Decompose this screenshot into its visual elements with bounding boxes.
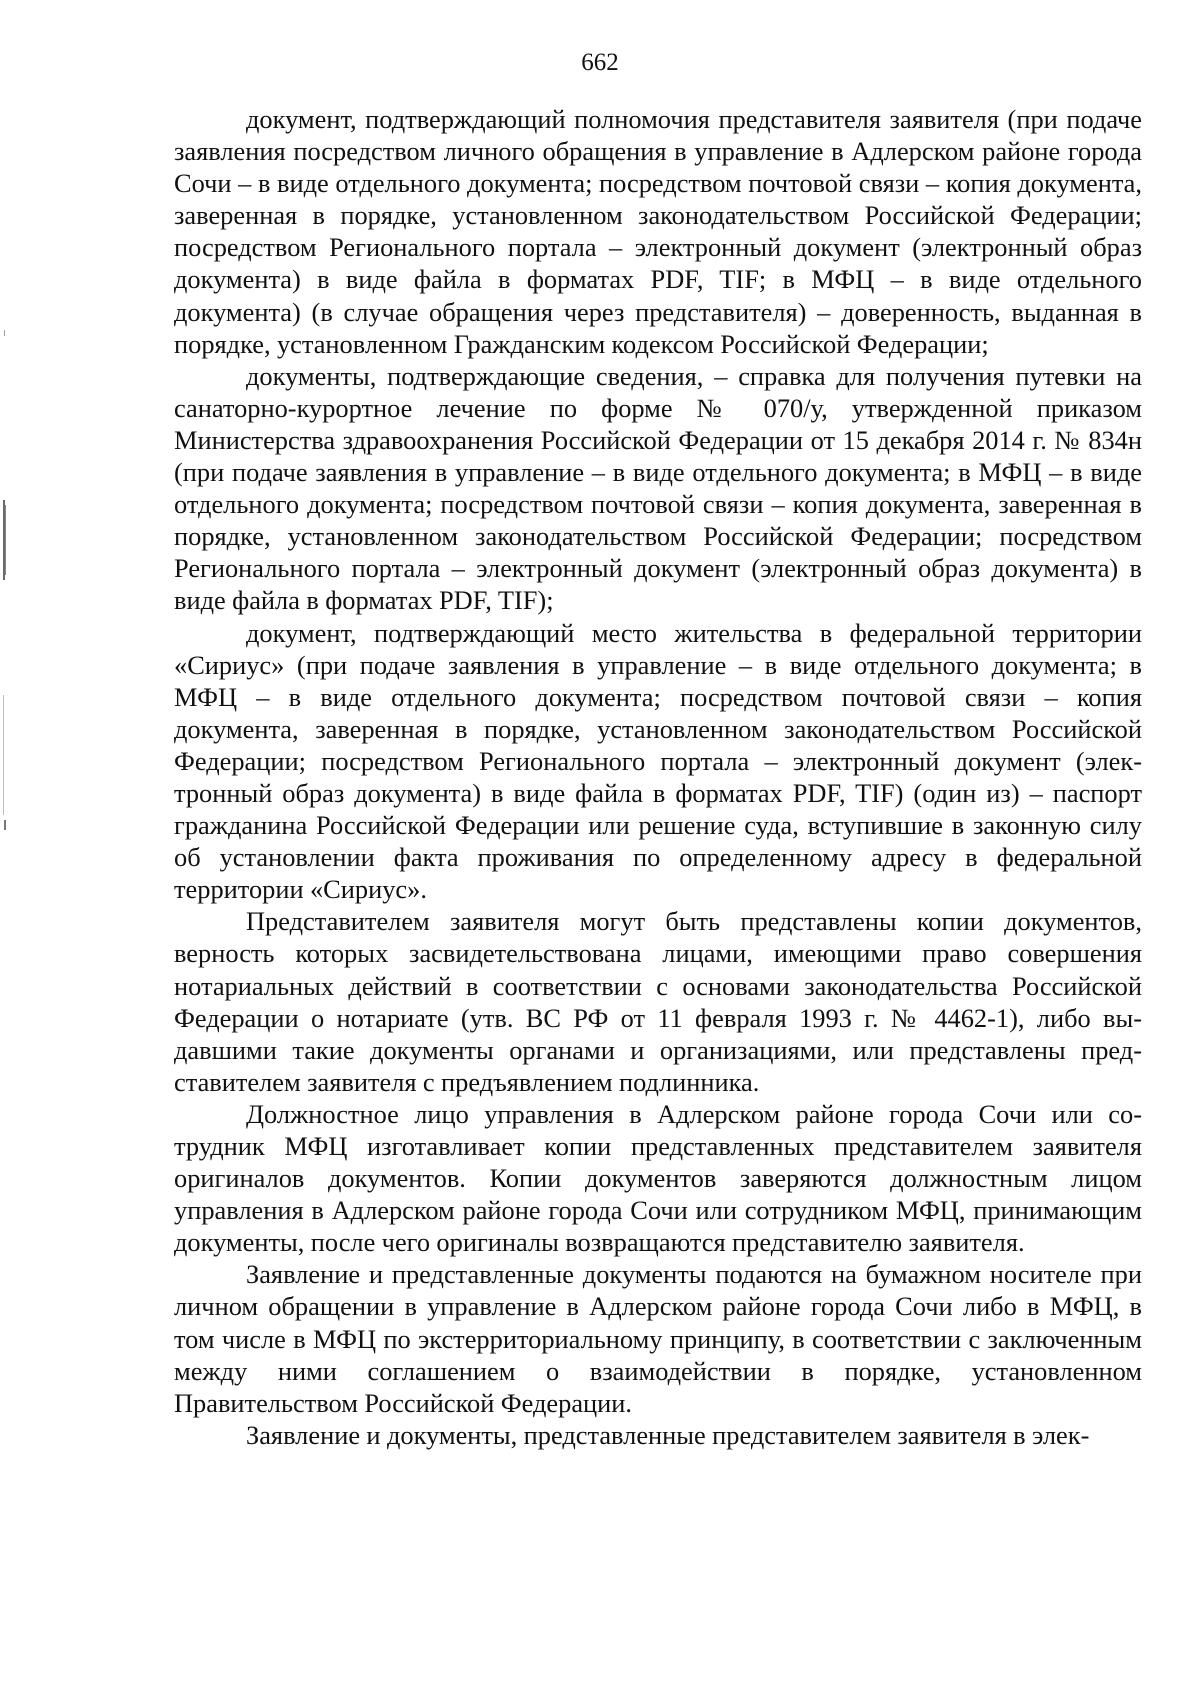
paragraph-official-copies: Должностное лицо управления в Адлерском районе города Сочи или сотрудник МФЦ изготавливает копии представленных представителем заявителя оригиналов документов. Копии документов заверяются должностным лицом управления в Адлерском районе города Сочи или сотрудником МФЦ, принимающим документы, после чего оригиналы возвращаются представителю заявителя. — [174, 1098, 1142, 1258]
paragraph-electronic-submission: Заявление и документы, представленные представителем заявителя в элек- — [246, 1419, 1090, 1450]
scan-artifact — [3, 695, 4, 815]
document-body — [174, 103, 1142, 1451]
scan-artifact — [5, 505, 6, 575]
scan-artifact — [4, 820, 6, 830]
paragraph-notarized-copies: Представителем заявителя могут быть представлены копии документов, верность которых засвидетельствована лицами, имеющими право совершения нотариальных действий в соответствии с основами законодательства Российской Федерации о нотариате (утв. ВС РФ от 11 февраля 1993 г. № 4462-1), либо выдавшими такие документы органами и организациями, или представлены представителем заявителя с предъявлением подлинника. — [174, 906, 1142, 1097]
paragraph-representative-authority-document: документ, подтверждающий полномочия представителя заявителя (при подаче заявления посредством личного обращения в управление в Адлерском районе города Сочи – в виде отдельного документа; посредством почтовой связи – копия документа, заверенная в порядке, установленном законодательством Российской Федерации; посредством Регионального портала – электронный документ (электронный образ документа) в виде файла в форматах PDF, TIF; в МФЦ – в виде отдельного документа) (в случае обращения через представителя) – доверенность, выданная в порядке, установленном Гражданским кодексом Российской Федерации; — [174, 104, 1142, 359]
paragraph-residence-document: документ, подтверждающий место жительства в федеральной территории «Сириус» (при подаче заявления в управление – в виде отдельного документа; в МФЦ – в виде отдельного документа; посредством почтовой связи – копия документа, заверенная в порядке, установленном законодательством Российской Федерации; посредством Регионального портала – электронный документ (электронный образ документа) в виде файла в форматах PDF, TIF) (один из) – паспорт гражданина Российской Федерации или решение суда, вступившие в законную силу об установлении факта проживания по определенному адресу в федеральной территории «Сириус». — [174, 617, 1142, 905]
scan-artifact — [4, 330, 5, 336]
page-number: 662 — [581, 49, 619, 76]
paragraph-paper-submission: Заявление и представленные документы подаются на бумажном носителе при личном обращении в управление в Адлерском районе города Сочи либо в МФЦ, в том числе в МФЦ по экстерриториальному принципу, в соответствии с заключенным между ними соглашением о взаимодействии в порядке, установленном Правительством Российской Федерации. — [174, 1259, 1142, 1418]
paragraph-supporting-documents: документы, подтверждающие сведения, – справка для получения путевки на санаторно-курортное лечение по форме № 070/у, утвержденной приказом Министерства здравоохранения Российской Федерации от 15 декабря 2014 г. № 834н (при подаче заявления в управление – в виде отдельного документа; в МФЦ – в виде отдельного документа; посредством почтовой связи – копия документа, заверенная в порядке, установленном законодательством Российской Федерации; посредством Регионального портала – электронный документ (электронный образ документа) в виде файла в форматах PDF, TIF); — [174, 360, 1142, 616]
